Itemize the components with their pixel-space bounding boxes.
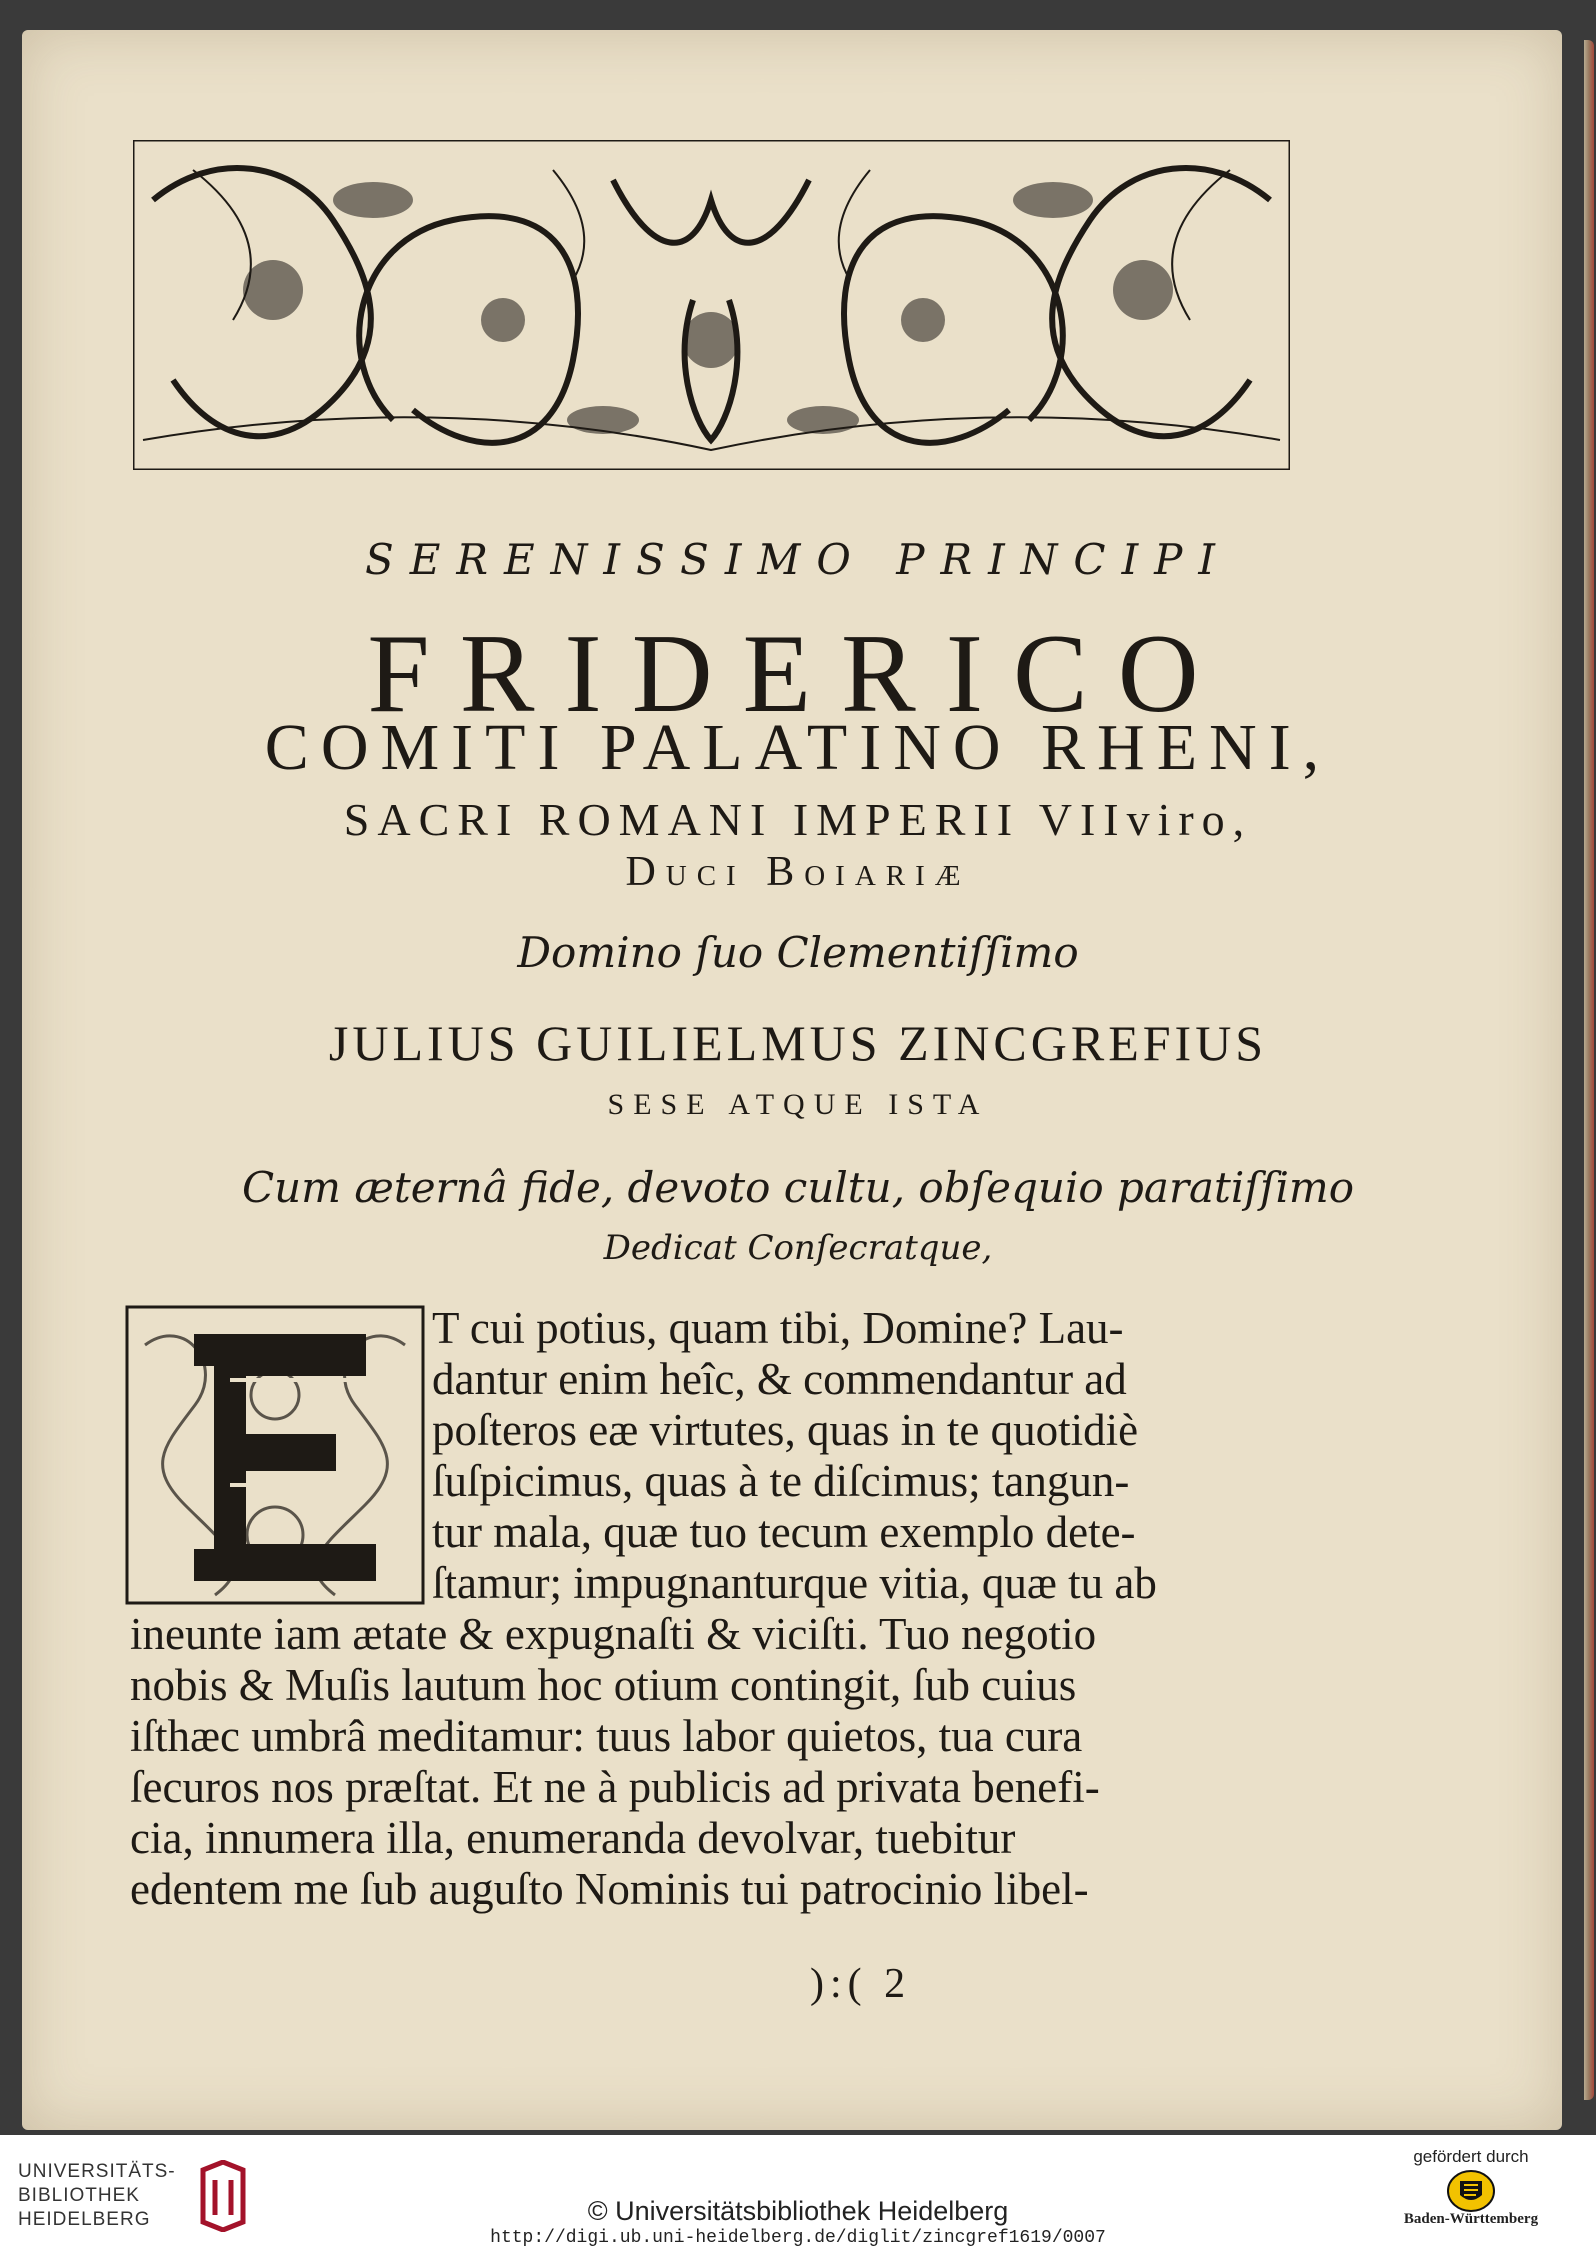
library-name: UNIVERSITÄTS- BIBLIOTHEK HEIDELBERG [18, 2161, 176, 2230]
body-line: ineunte iam ætate & expugnaſti & viciſti. Tuo negotio [130, 1609, 1097, 1659]
coat-of-arms-icon [1446, 2169, 1496, 2213]
body-line: dantur enim heîc, & commendantur ad [432, 1354, 1127, 1404]
permalink-url[interactable]: http://digi.ub.uni-heidelberg.de/diglit/zincgref1619/0007 [490, 2228, 1106, 2248]
dedication-line-3: COMITI PALATINO RHENI, [264, 711, 1332, 784]
body-line: iſthæc umbrâ meditamur: tuus labor quietos, tua cura [130, 1711, 1083, 1761]
funded-by-label: gefördert durch [1413, 2147, 1529, 2166]
body-line: ſtamur; impugnanturque vitia, quæ tu ab [432, 1558, 1157, 1608]
funder-name: Baden-Württemberg [1403, 2211, 1539, 2227]
body-line: ſecuros nos præſtat. Et ne à publicis ad privata benefi- [130, 1762, 1100, 1812]
ornamental-headpiece [133, 140, 1290, 470]
dedication-line-10: Dedicat Conſecratque, [603, 1228, 993, 1268]
copyright-notice: © Universitätsbibliothek Heidelberg [587, 2196, 1009, 2226]
signature-mark: ):( 2 [810, 1961, 912, 2007]
body-line: nobis & Muſis lautum hoc otium contingit, ſub cuius [130, 1660, 1077, 1710]
dedication-line-6: Domino ſuo Clementiſſimo [517, 928, 1079, 977]
funder-credit [1386, 2147, 1556, 2228]
body-line: T cui potius, quam tibi, Domine? Lau- [432, 1303, 1124, 1353]
dedicatee-name: FRIDERICO [367, 612, 1229, 736]
dedication-body [130, 1303, 1298, 1915]
dedication-line-4: SACRI ROMANI IMPERII VIIviro, [343, 794, 1253, 845]
body-line: poſteros eæ virtutes, quas in te quotidiè [432, 1405, 1139, 1455]
body-line: cia, innumera illa, enumeranda devolvar, tuebitur [130, 1813, 1016, 1863]
body-line: edentem me ſub auguſto Nominis tui patrocinio libel- [130, 1864, 1089, 1914]
dedication-line-1: SERENISSIMO PRINCIPI [364, 535, 1232, 584]
dedication-line-9: Cum æternâ fide, devoto cultu, obſequio paratiſſimo [241, 1163, 1354, 1212]
author-name: JULIUS GUILIELMUS ZINCGREFIUS [328, 1015, 1268, 1071]
body-line: tur mala, quæ tuo tecum exemplo dete- [432, 1507, 1136, 1557]
dedication-line-8: SESE ATQUE ISTA [607, 1088, 989, 1121]
dedication-line-5: Duci Boiariæ [625, 849, 971, 895]
body-line: ſuſpicimus, quas à te diſcimus; tangun- [432, 1456, 1130, 1506]
